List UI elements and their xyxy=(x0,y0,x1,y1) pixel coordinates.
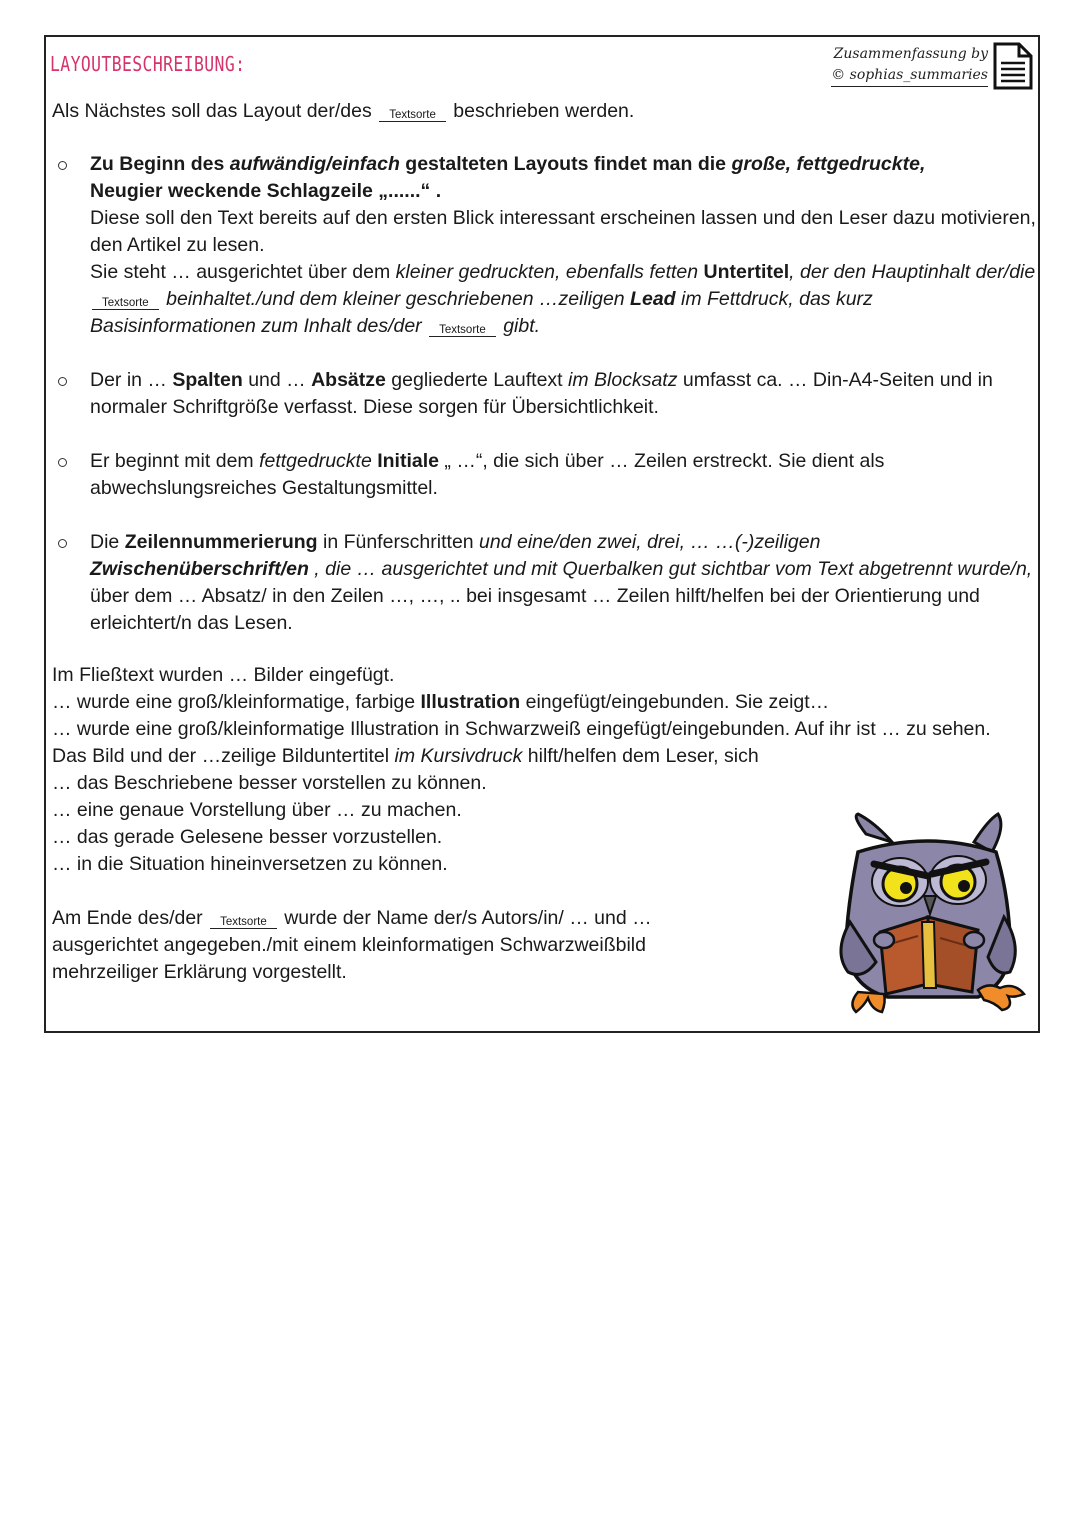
end-c: ausgerichtet angegeben./mit einem kleinformatigen Schwarzweißbild xyxy=(52,934,646,956)
bullet-columns xyxy=(52,367,1037,421)
b4-b: Zeilennummerierung xyxy=(124,531,318,553)
section-heading: LAYOUTBESCHREIBUNG: xyxy=(50,52,246,76)
b4-e: Zwischenüberschrift/en xyxy=(90,558,309,580)
b1-s3g: im Fettdruck, das kurz Basisinformationen zum Inhalt des/der xyxy=(90,288,873,337)
b1-s3f: Lead xyxy=(624,288,676,310)
brand-line-1: Zusammenfassung by xyxy=(833,46,988,62)
b1-s3d: , der den Hauptinhalt der/die xyxy=(789,261,1036,283)
intro-before: Als Nächstes soll das Layout der/des xyxy=(52,100,372,122)
bullet-circle-icon xyxy=(58,377,67,386)
img-l4b: im Kursivdruck xyxy=(394,745,523,767)
img-l4c: hilft/helfen dem Leser, sich xyxy=(522,745,759,767)
brand-credit xyxy=(831,44,988,87)
textsorte-blank: Textsorte xyxy=(379,109,446,122)
b4-f: , die … ausgerichtet und mit Querbalken gut sichtbar vom Text abgetrennt wurde/n, xyxy=(308,558,1033,580)
img-l2b: Illustration xyxy=(420,691,521,713)
img-l7: … das gerade Gelesene besser vorzustellen. xyxy=(52,826,443,848)
brand-line-2: © sophias_summaries xyxy=(831,65,988,87)
end-d: mehrzeiliger Erklärung vorgestellt. xyxy=(52,961,347,983)
b2-f: im Blocksatz xyxy=(568,369,678,391)
b4-d: und eine/den zwei, drei, … …(-)zeiligen xyxy=(479,531,821,553)
b1-s3h: gibt. xyxy=(503,315,541,337)
end-a: Am Ende des/der xyxy=(52,907,203,929)
document-icon xyxy=(991,41,1035,91)
textsorte-blank: Textsorte xyxy=(92,297,159,310)
b4-g: über dem … Absatz/ in den Zeilen …, …, .. bei insgesamt … Zeilen hilft/helfen bei der Orientierung und erleichtert/n das Lesen. xyxy=(90,585,980,634)
img-l2c: eingefügt/eingebunden. Sie zeigt… xyxy=(520,691,830,713)
bullet-circle-icon xyxy=(58,161,67,170)
bullet-initial xyxy=(52,448,1037,502)
textsorte-blank: Textsorte xyxy=(429,324,496,337)
b2-b: Spalten xyxy=(172,369,243,391)
bullet-line-numbers xyxy=(52,529,1037,637)
b1-s1b: aufwändig/einfach xyxy=(229,153,400,175)
b2-g: umfasst ca. … Din-A4-Seiten und in normaler Schriftgröße verfasst. Diese sorgen für Übersichtlichkeit. xyxy=(90,369,993,418)
b3-b: fettgedruckte xyxy=(259,450,372,472)
b2-e: gegliederte Lauftext xyxy=(385,369,569,391)
img-l6: … eine genaue Vorstellung über … zu machen. xyxy=(52,799,462,821)
b1-s2: Diese soll den Text bereits auf den ersten Blick interessant erscheinen lassen und den Leser dazu motivieren, den Artikel zu lesen. xyxy=(90,207,1036,256)
b1-s1d: große, fettgedruckte, xyxy=(731,153,926,175)
img-l8: … in die Situation hineinversetzen zu können. xyxy=(52,853,448,875)
intro-line xyxy=(52,98,1037,125)
b1-s3e: beinhaltet./und dem kleiner geschriebenen …zeiligen xyxy=(166,288,625,310)
b1-s3c: Untertitel xyxy=(698,261,790,283)
bullet-circle-icon xyxy=(58,539,67,548)
b2-c: und … xyxy=(242,369,312,391)
b3-d: „ …“, die sich über … Zeilen erstreckt. Sie dient als abwechslungsreiches Gestaltungsmittel. xyxy=(90,450,885,499)
img-l2a: … wurde eine groß/kleinformatige, farbige xyxy=(52,691,421,713)
b2-d: Absätze xyxy=(311,369,386,391)
b1-s1c: gestalteten Layouts findet man die xyxy=(399,153,732,175)
end-b: wurde der Name der/s Autors/in/ … und … xyxy=(284,907,652,929)
bullet-headline xyxy=(52,151,1037,340)
b1-s1e: Neugier weckende Schlagzeile „......“ . xyxy=(90,180,442,202)
intro-after: beschrieben werden. xyxy=(453,100,635,122)
textsorte-blank: Textsorte xyxy=(210,916,277,929)
b1-s3b: kleiner gedruckten, ebenfalls fetten xyxy=(395,261,699,283)
img-l4a: Das Bild und der …zeilige Bilduntertitel xyxy=(52,745,395,767)
b4-a: Die xyxy=(90,531,125,553)
img-l5: … das Beschriebene besser vorstellen zu können. xyxy=(52,772,487,794)
b1-s1a: Zu Beginn des xyxy=(90,153,230,175)
b2-a: Der in … xyxy=(90,369,173,391)
bullet-circle-icon xyxy=(58,458,67,467)
img-l3: … wurde eine groß/kleinformatige Illustration in Schwarzweiß eingefügt/eingebunden. Auf ihr ist … zu sehen. xyxy=(52,718,991,740)
b3-c: Initiale xyxy=(371,450,439,472)
b1-s3a: Sie steht … ausgerichtet über dem xyxy=(90,261,396,283)
reading-owl-icon xyxy=(828,812,1028,1022)
img-l1: Im Fließtext wurden … Bilder eingefügt. xyxy=(52,664,395,686)
b3-a: Er beginnt mit dem xyxy=(90,450,260,472)
b4-c: in Fünferschritten xyxy=(317,531,480,553)
